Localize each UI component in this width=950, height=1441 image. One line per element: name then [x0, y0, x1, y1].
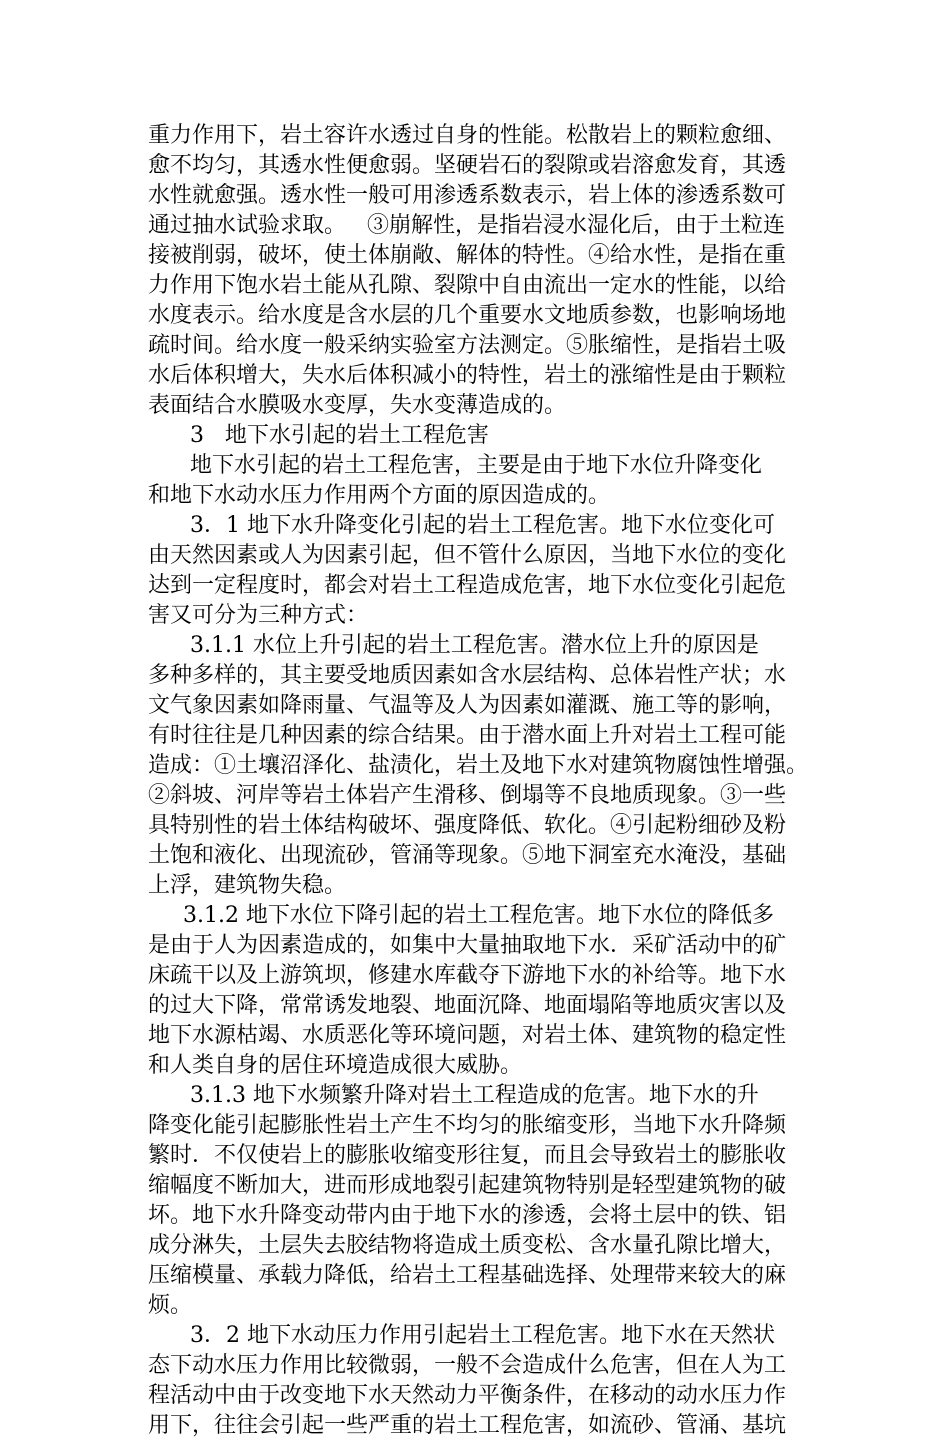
text-line: 水度表示。给水度是含水层的几个重要水文地质参数，也影响场地	[148, 303, 787, 328]
text-line: 缩幅度不断加大，进而形成地裂引起建筑物特别是轻型建筑物的破	[148, 1173, 787, 1198]
text-line: 水后体积增大，失水后体积减小的特性，岩土的涨缩性是由于颗粒	[148, 363, 787, 388]
text-line: 害又可分为三种方式：	[148, 603, 369, 628]
text-line: 降变化能引起膨胀性岩土产生不均匀的胀缩变形，当地下水升降频	[148, 1113, 787, 1138]
text-line: 成分淋失，土层失去胶结物将造成土质变松、含水量孔隙比增大，	[148, 1233, 787, 1258]
text-line: 力作用下饱水岩土能从孔隙、裂隙中自由流出一定水的性能，以给	[148, 273, 787, 298]
text-line: 和人类自身的居住环境造成很大威胁。	[148, 1053, 523, 1078]
text-line: 具特别性的岩土体结构破坏、强度降低、软化。④引起粉细砂及粉	[148, 813, 787, 838]
text-line: 是由于人为因素造成的，如集中大量抽取地下水．采矿活动中的矿	[148, 933, 787, 958]
text-line: 水性就愈强。透水性一般可用渗透系数表示，岩上体的渗透系数可	[148, 183, 787, 208]
text-line: 土饱和液化、出现流砂，管涌等现象。⑤地下洞室充水淹没，基础	[148, 843, 787, 868]
text-line: 文气象因素如降雨量、气温等及人为因素如灌溉、施工等的影响，	[148, 693, 787, 718]
text-line: 通过抽水试验求取。 ③崩解性，是指岩浸水湿化后，由于土粒连	[148, 213, 785, 238]
text-line: 压缩模量、承载力降低，给岩土工程基础选择、处理带来较大的麻	[148, 1263, 787, 1288]
text-line: 表面结合水膜吸水变厚，失水变薄造成的。	[148, 393, 567, 418]
text-line: 重力作用下，岩土容许水透过自身的性能。松散岩上的颗粒愈细、	[148, 123, 787, 148]
text-line: 多种多样的，其主要受地质因素如含水层结构、总体岩性产状；水	[148, 663, 787, 688]
text-line: 达到一定程度时，都会对岩土工程造成危害，地下水位变化引起危	[148, 573, 787, 598]
text-line: 接被削弱，破坏，使土体崩敞、解体的特性。④给水性，是指在重	[148, 243, 787, 268]
text-line: 的过大下降，常常诱发地裂、地面沉降、地面塌陷等地质灾害以及	[148, 993, 787, 1018]
text-line: 和地下水动水压力作用两个方面的原因造成的。	[148, 483, 611, 508]
text-line: 地下水源枯竭、水质恶化等环境问题，对岩土体、建筑物的稳定性	[148, 1023, 787, 1048]
text-line: 3.1.1 水位上升引起的岩土工程危害。潜水位上升的原因是	[148, 633, 759, 658]
text-line: 疏时间。给水度一般采纳实验室方法测定。⑤胀缩性，是指岩土吸	[148, 333, 787, 358]
body-text	[148, 121, 808, 1441]
text-line: 烦。	[148, 1293, 193, 1318]
text-line: 坏。地下水升降变动带内由于地下水的渗透，会将土层中的铁、铝	[148, 1203, 787, 1228]
text-line: 繁时．不仅使岩上的膨胀收缩变形往复，而且会导致岩土的膨胀收	[148, 1143, 787, 1168]
section-heading: 3 地下水引起的岩土工程危害	[148, 423, 489, 448]
text-line: 态下动水压力作用比较微弱，一般不会造成什么危害，但在人为工	[148, 1353, 787, 1378]
text-line: 有时往往是几种因素的综合结果。由于潜水面上升对岩土工程可能	[148, 723, 787, 748]
text-line: 用下，往往会引起一些严重的岩土工程危害，如流砂、管涌、基坑	[148, 1413, 787, 1438]
text-line: 3.1.3 地下水频繁升降对岩土工程造成的危害。地下水的升	[148, 1083, 759, 1108]
text-line: 上浮，建筑物失稳。	[148, 873, 347, 898]
text-line: 床疏干以及上游筑坝，修建水库截夺下游地下水的补给等。地下水	[148, 963, 787, 988]
text-line: ②斜坡、河岸等岩土体岩产生滑移、倒塌等不良地质现象。③一些	[148, 783, 787, 808]
text-line: 由天然因素或人为因素引起，但不管什么原因，当地下水位的变化	[148, 543, 787, 568]
text-line: 3．2 地下水动压力作用引起岩土工程危害。地下水在天然状	[148, 1323, 775, 1348]
text-line: 愈不均匀，其透水性便愈弱。坚硬岩石的裂隙或岩溶愈发育，其透	[148, 153, 787, 178]
text-line: 地下水引起的岩土工程危害，主要是由于地下水位升降变化	[148, 453, 762, 478]
text-line: 造成：①土壤沼泽化、盐渍化，岩土及地下水对建筑物腐蚀性增强。	[148, 753, 809, 778]
text-line: 3．1 地下水升降变化引起的岩土工程危害。地下水位变化可	[148, 513, 775, 538]
text-line: 程活动中由于改变地下水天然动力平衡条件，在移动的动水压力作	[148, 1383, 787, 1408]
text-line: 3.1.2 地下水位下降引起的岩土工程危害。地下水位的降低多	[148, 903, 774, 928]
